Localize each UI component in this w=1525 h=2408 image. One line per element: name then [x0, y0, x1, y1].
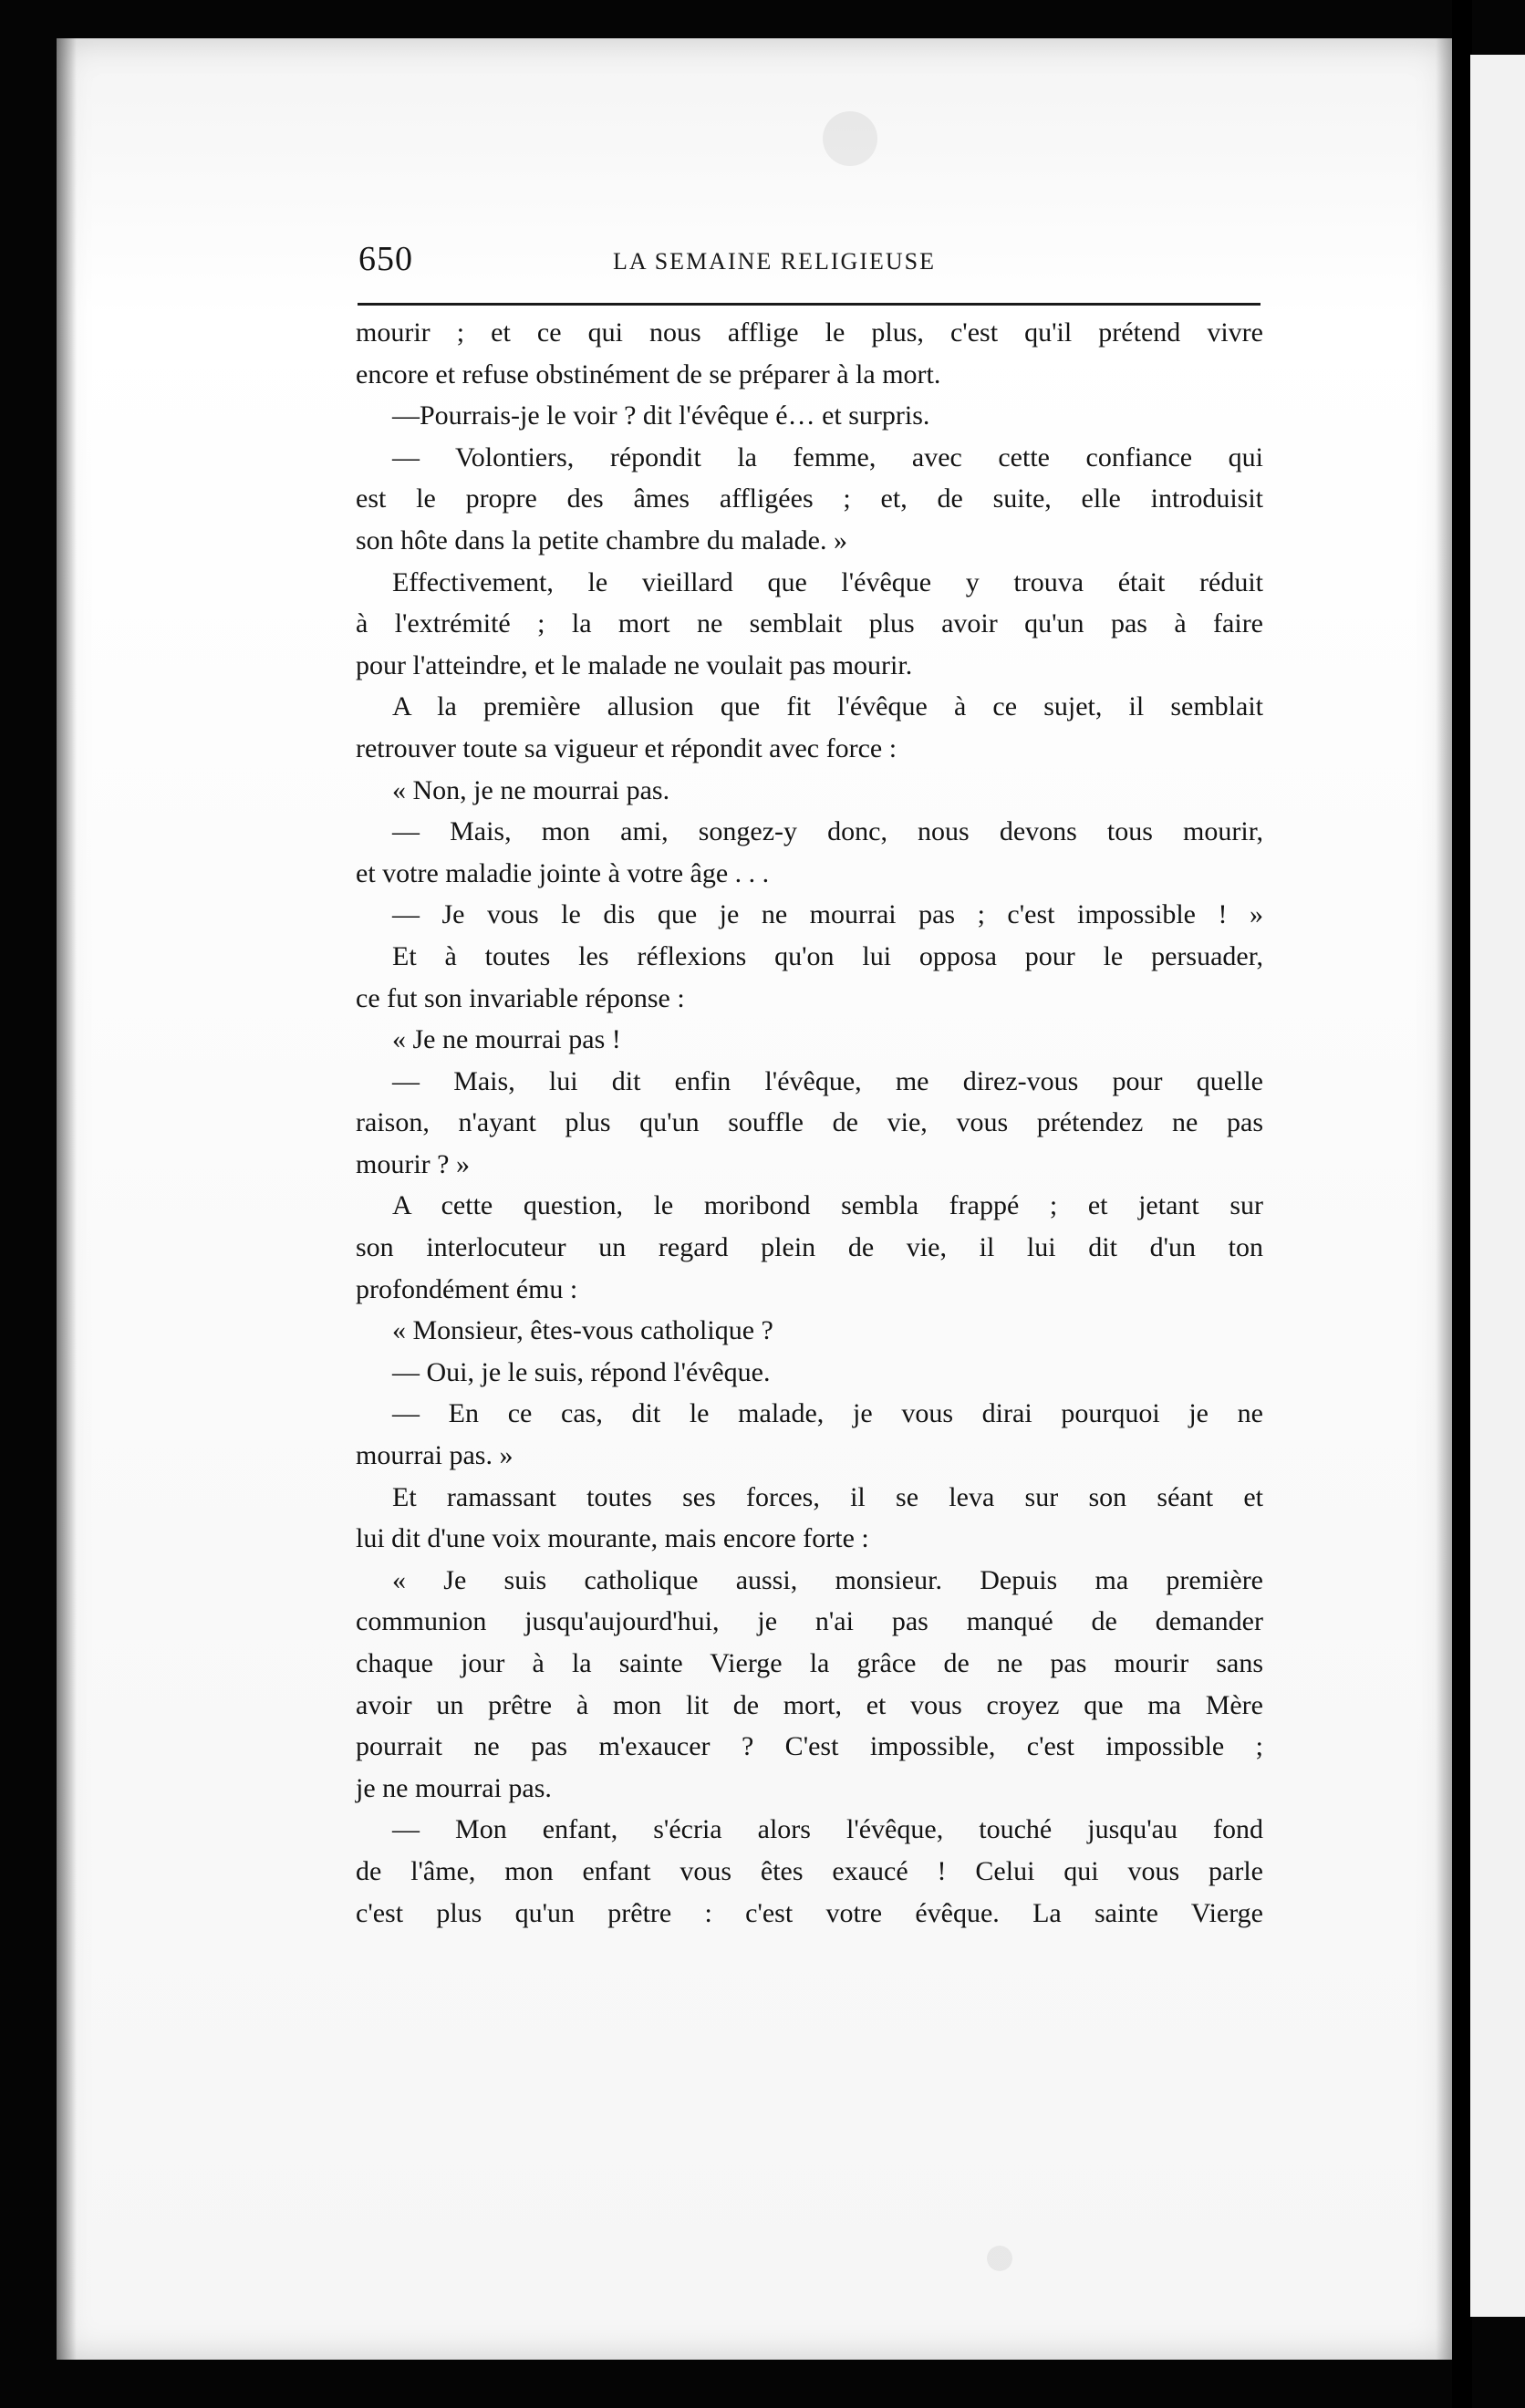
header-rule — [358, 303, 1260, 306]
text-line: —Pourrais-je le voir ? dit l'évêque é… et surpris. — [392, 400, 930, 431]
text-line: de l'âme, mon enfant vous êtes exaucé ! Celui qui vous parle — [356, 1855, 1263, 1886]
body-text — [356, 312, 1263, 1934]
text-line: ce fut son invariable réponse : — [356, 982, 685, 1013]
page-edge-shadow — [1436, 38, 1452, 2360]
text-line: — Volontiers, répondit la femme, avec cette confiance qui — [392, 441, 1263, 472]
text-line: « Non, je ne mourrai pas. — [392, 774, 670, 805]
text-line: avoir un prêtre à mon lit de mort, et vous croyez que ma Mère — [356, 1689, 1263, 1720]
facing-page-edge — [1470, 55, 1525, 2317]
page-header — [301, 228, 1259, 285]
text-line: — Mais, lui dit enfin l'évêque, me direz-vous pour quelle — [392, 1065, 1263, 1096]
text-line: « Je suis catholique aussi, monsieur. Depuis ma première — [392, 1564, 1263, 1595]
text-line: « Je ne mourrai pas ! — [392, 1024, 621, 1055]
paper-stain — [987, 2246, 1012, 2271]
text-line: son hôte dans la petite chambre du malade. » — [356, 524, 847, 555]
text-line: — Mon enfant, s'écria alors l'évêque, touché jusqu'au fond — [392, 1814, 1263, 1845]
text-line: Effectivement, le vieillard que l'évêque y trouva était réduit — [392, 566, 1263, 597]
text-line: et votre maladie jointe à votre âge . . . — [356, 857, 770, 888]
text-line: mourir ; et ce qui nous afflige le plus, c'est qu'il prétend vivre — [356, 317, 1263, 348]
text-line: mourir ? » — [356, 1148, 470, 1179]
text-line: encore et refuse obstinément de se préparer à la mort. — [356, 358, 941, 389]
text-line: mourrai pas. » — [356, 1440, 514, 1471]
text-line: A cette question, le moribond sembla frappé ; et jetant sur — [392, 1190, 1263, 1221]
text-line: profondément ému : — [356, 1273, 578, 1304]
text-line: retrouver toute sa vigueur et répondit avec force : — [356, 732, 897, 763]
text-line: communion jusqu'aujourd'hui, je n'ai pas manqué de demander — [356, 1606, 1263, 1637]
text-line: A la première allusion que fit l'évêque à ce sujet, il semblait — [392, 691, 1263, 722]
text-line: raison, n'ayant plus qu'un souffle de vie, vous prétendez ne pas — [356, 1107, 1263, 1138]
text-line: « Monsieur, êtes-vous catholique ? — [392, 1315, 773, 1346]
text-line: à l'extrémité ; la mort ne semblait plus avoir qu'un pas à faire — [356, 608, 1263, 639]
text-line: — Oui, je le suis, répond l'évêque. — [392, 1356, 771, 1387]
text-line: chaque jour à la sainte Vierge la grâce de ne pas mourir sans — [356, 1648, 1263, 1678]
text-line: — En ce cas, dit le malade, je vous dirai pourquoi je ne — [392, 1398, 1263, 1429]
text-line: Et ramassant toutes ses forces, il se leva sur son séant et — [392, 1481, 1263, 1512]
page-binding-shadow — [57, 38, 77, 2360]
text-line: pourrait ne pas m'exaucer ? C'est impossible, c'est impossible ; — [356, 1731, 1263, 1762]
page-number: 650 — [358, 240, 413, 278]
text-line: son interlocuteur un regard plein de vie, il lui dit d'un ton — [356, 1232, 1263, 1263]
text-line: je ne mourrai pas. — [356, 1772, 552, 1803]
text-line: pour l'atteindre, et le malade ne voulait pas mourir. — [356, 649, 913, 680]
text-line: lui dit d'une voix mourante, mais encore forte : — [356, 1523, 869, 1554]
text-line: Et à toutes les réflexions qu'on lui opposa pour le persuader, — [392, 940, 1263, 971]
book-gutter — [1452, 0, 1472, 2408]
text-line: — Mais, mon ami, songez-y donc, nous devons tous mourir, — [392, 816, 1263, 847]
text-line: est le propre des âmes affligées ; et, de suite, elle introduisit — [356, 483, 1263, 514]
text-line: — Je vous le dis que je ne mourrai pas ; c'est impossible ! » — [392, 899, 1263, 930]
running-head: LA SEMAINE RELIGIEUSE — [613, 248, 936, 275]
paper-stain — [823, 111, 877, 166]
text-line: c'est plus qu'un prêtre : c'est votre évêque. La sainte Vierge — [356, 1897, 1263, 1928]
